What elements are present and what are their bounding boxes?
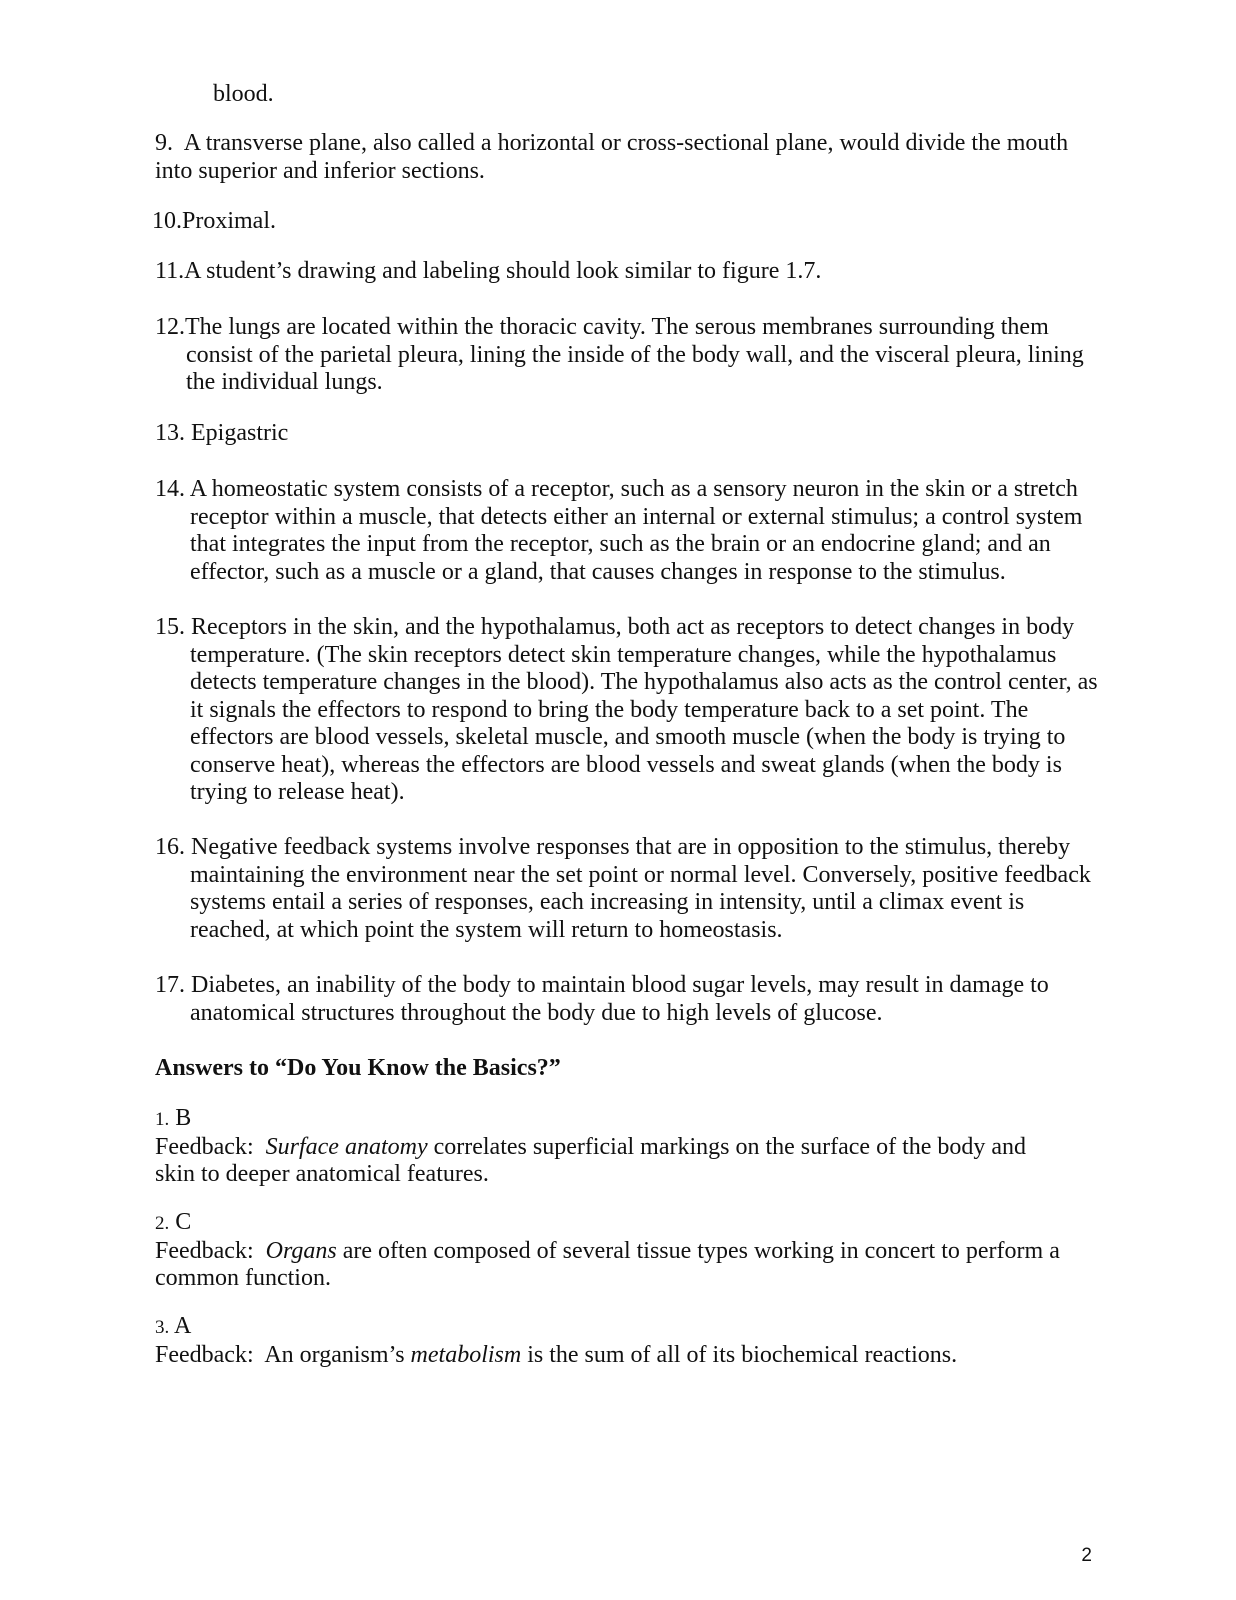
section-heading: Answers to “Do You Know the Basics?” (155, 1055, 561, 1081)
item-number: 16. (155, 834, 185, 860)
item-text: Receptors in the skin, and the hypothalamus, both act as receptors to detect changes in body temperature. (The skin receptors detect skin temperature changes, while the hypothalamus detects temperature changes in the blood). The hypothalamus also acts as the control center, as it signals the effectors to respond to bring the body temperature back to a set point. The effectors are blood vessels, skeletal muscle, and smooth muscle (when the body is trying to conserve heat), whereas the effectors are blood vessels and sweat glands (when the body is trying to release heat). (190, 614, 1098, 805)
item-text: A student’s drawing and labeling should look similar to figure 1.7. (184, 258, 822, 284)
item-number: 14. (155, 476, 185, 502)
item-number: 9. (155, 130, 173, 156)
answer-letter: C (175, 1209, 192, 1235)
item-number: 12. (155, 314, 185, 340)
answer-number: 3. (155, 1317, 170, 1338)
answer-letter: B (175, 1105, 192, 1131)
list-item (155, 476, 1105, 586)
answer-item (155, 1313, 1070, 1369)
list-item (155, 420, 288, 448)
item-text: Proximal. (182, 208, 276, 234)
item-number: 13. (155, 420, 185, 446)
list-item (155, 130, 1075, 185)
list-item (155, 614, 1105, 807)
list-item (155, 834, 1105, 944)
feedback-term: Surface anatomy (265, 1133, 428, 1160)
item-number: 15. (155, 614, 185, 640)
item-number: 11. (155, 258, 185, 284)
answer-item (155, 1209, 1070, 1293)
item-text: Diabetes, an inability of the body to maintain blood sugar levels, may result in damage to anatomical structures throughout the body due to high levels of glucose. (190, 972, 1049, 1026)
answer-number: 2. (155, 1213, 170, 1234)
answer-feedback: Feedback: An organism’s metabolism is the sum of all of its biochemical reactions. (155, 1341, 958, 1368)
item-text: A homeostatic system consists of a receptor, such as a sensory neuron in the skin or a stretch receptor within a muscle, that detects either an internal or external stimulus; a control system that integrates the input from the receptor, such as the brain or an endocrine gland; and an effector, such as a muscle or a gland, that causes changes in response to the stimulus. (189, 476, 1083, 585)
feedback-term: Organs (265, 1237, 337, 1264)
answer-item (155, 1105, 1070, 1189)
list-item (155, 314, 1106, 397)
item-text: Epigastric (191, 420, 289, 446)
continuation-text: blood. (213, 81, 274, 107)
answer-number: 1. (155, 1109, 170, 1130)
list-item (155, 972, 1105, 1027)
page-number: 2 (1081, 1545, 1092, 1566)
list-item (152, 208, 276, 236)
list-item (155, 258, 821, 286)
item-text: A transverse plane, also called a horizontal or cross-sectional plane, would divide the mouth into superior and inferior sections. (155, 130, 1069, 184)
answer-letter: A (173, 1313, 192, 1339)
answer-feedback: Feedback: Organs are often composed of several tissue types working in concert to perform a common function. (155, 1237, 1060, 1291)
item-text: The lungs are located within the thoracic cavity. The serous membranes surrounding them consist of the parietal pleura, lining the inside of the body wall, and the visceral pleura, lining the individual lungs. (185, 314, 1084, 395)
item-number: 17. (155, 972, 185, 998)
feedback-term: metabolism (410, 1341, 522, 1368)
item-text: Negative feedback systems involve responses that are in opposition to the stimulus, thereby maintaining the environment near the set point or normal level. Conversely, positive feedback systems entail a series of responses, each increasing in intensity, until a climax event is reached, at which point the system will return to homeostasis. (190, 834, 1091, 943)
answer-feedback: Feedback: Surface anatomy correlates superficial markings on the surface of the body and skin to deeper anatomical features. (155, 1133, 1027, 1187)
item-number: 10. (152, 208, 182, 234)
